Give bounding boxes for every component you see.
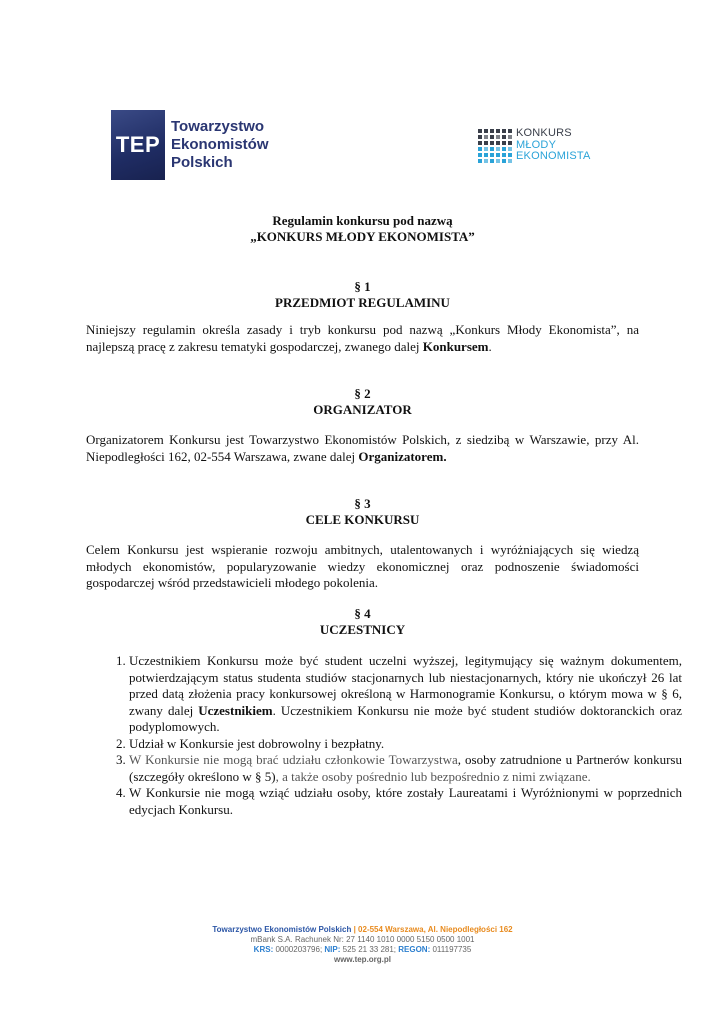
list-item-text-grey: , a także osoby pośrednio lub bezpośrednio z nimi związane.: [275, 768, 591, 784]
kme-dot: [502, 147, 506, 151]
list-item: [129, 752, 682, 785]
footer-regon: 011197735: [430, 945, 472, 954]
kme-dot: [484, 159, 488, 163]
kme-dot: [478, 147, 482, 151]
section-4-header: [0, 606, 725, 638]
kme-dot: [490, 129, 494, 133]
footer-org-line: [0, 925, 725, 935]
list-item: 4. W Konkursie nie mogą wziąć udziału osoby, które zostały Laureatami i Wyróżnionymi w poprzednich edycjach Konkursu.: [129, 785, 682, 818]
kme-dot: [508, 153, 512, 157]
document-title-line: Regulamin konkursu pod nazwą: [272, 213, 453, 228]
paragraph-text: Organizatorem Konkursu jest Towarzystwo Ekonomistów Polskich, z siedzibą w Warszawie, przy Al. Niepodległości 162, 02-554 Warszawa, zwane dalej: [86, 432, 639, 464]
kme-dot: [490, 153, 494, 157]
kme-dot: [478, 159, 482, 163]
tep-logo-name-line: Ekonomistów: [171, 136, 269, 153]
kme-dot: [490, 147, 494, 151]
list-item-text: . Uczestnikiem Konkursu nie może być student studiów doktoranckich oraz podyplomowych.: [129, 702, 682, 734]
footer-regon-label: REGON:: [398, 945, 431, 954]
kme-logo-text: [516, 128, 591, 163]
kme-dot: [496, 153, 500, 157]
kme-dot: [478, 129, 482, 133]
tep-logo-name: [171, 118, 269, 172]
kme-dot: [496, 159, 500, 163]
kme-dot: [484, 135, 488, 139]
kme-dot: [496, 135, 500, 139]
list-item-text: Uczestnikiem Konkursu może być student uczelni wyższej, legitymujący się ważnym dokumentem, potwierdzającym status studenta studiów stacjonarnych lub niestacjonarnych, który nie ukończył 26 lat przed datą złożenia pracy konkursowej określoną w Harmonogramie Konkursu, o którym mowa w § 6, zwany dalej: [129, 653, 682, 718]
kme-dot: [496, 141, 500, 145]
section-heading: ORGANIZATOR: [313, 402, 412, 417]
footer-website[interactable]: www.tep.org.pl: [333, 955, 392, 964]
kme-dot: [484, 153, 488, 157]
kme-dot: [484, 141, 488, 145]
tep-logo-name-line: Towarzystwo: [171, 118, 265, 135]
tep-logo-box: [111, 110, 165, 180]
kme-logo-line: KONKURS: [516, 127, 572, 139]
kme-dot: [478, 141, 482, 145]
footer-nip-label: NIP:: [324, 945, 341, 954]
paragraph-text: .: [488, 338, 492, 354]
section-1-header: [0, 279, 725, 311]
kme-logo-line: MŁODY: [516, 138, 557, 151]
list-item-text-grey: W Konkursie nie mogą brać udziału członkowie Towarzystwa: [129, 752, 458, 767]
kme-dot: [484, 129, 488, 133]
footer-krs: 0000203796;: [273, 945, 325, 954]
list-item-bold-term: Uczestnikiem: [198, 702, 273, 718]
paragraph-bold-term: Organizatorem.: [358, 448, 447, 464]
footer-address: 02-554 Warszawa, Al. Niepodległości 162: [358, 925, 513, 934]
tep-logo-name-line: Polskich: [171, 154, 233, 171]
section-2-header: [0, 386, 725, 418]
kme-logo-line: EKONOMISTA: [516, 150, 591, 162]
kme-dot: [478, 135, 482, 139]
tep-logo: [111, 110, 269, 180]
document-title: [0, 213, 725, 245]
section-3-paragraph: Celem Konkursu jest wspieranie rozwoju ambitnych, utalentowanych i wyróżniających się wiedzą młodych ekonomistów, popularyzowanie wiedzy ekonomicznej oraz podnoszenie świadomości gospodarczej wśród przedstawicieli młodego pokolenia.: [86, 542, 639, 590]
tep-logo-abbr: TEP: [115, 132, 161, 157]
footer-bank: mBank S.A. Rachunek Nr: 27 1140 1010 0000 5150 0500 1001: [250, 935, 475, 944]
kme-dot: [478, 153, 482, 157]
section-heading: PRZEDMIOT REGULAMINU: [275, 295, 450, 310]
kme-dot: [490, 141, 494, 145]
section-2-paragraph: [86, 432, 639, 465]
kme-dot: [496, 129, 500, 133]
kme-dot: [508, 129, 512, 133]
list-item: [129, 653, 682, 736]
footer-separator: |: [351, 925, 359, 934]
kme-dot: [508, 141, 512, 145]
paragraph-text: Niniejszy regulamin określa zasady i tryb konkursu pod nazwą „Konkurs Młody Ekonomista”, na najlepszą pracę z zakresu tematyki gospodarczej, zwanego dalej: [86, 322, 639, 354]
page-footer: [0, 925, 725, 965]
kme-dot: [502, 135, 506, 139]
kme-dot: [508, 135, 512, 139]
kme-dot: [502, 141, 506, 145]
section-number: § 2: [354, 386, 371, 401]
section-number: § 1: [354, 279, 371, 294]
kme-dot: [490, 135, 494, 139]
section-1-paragraph: [86, 322, 639, 355]
kme-dot: [508, 159, 512, 163]
list-item: 2. Udział w Konkursie jest dobrowolny i bezpłatny.: [129, 736, 682, 753]
section-number: § 4: [354, 606, 371, 621]
footer-nip: 525 21 33 281;: [340, 945, 399, 954]
section-heading: UCZESTNICY: [319, 622, 406, 637]
document-title-line: „KONKURS MŁODY EKONOMISTA”: [250, 229, 475, 244]
paragraph-bold-term: Konkursem: [422, 338, 489, 354]
footer-krs-label: KRS:: [253, 945, 274, 954]
kme-dot: [502, 153, 506, 157]
section-3-header: [0, 496, 725, 528]
kme-dot: [496, 147, 500, 151]
kme-dot: [502, 129, 506, 133]
kme-dot: [502, 159, 506, 163]
kme-dot: [508, 147, 512, 151]
section-number: § 3: [354, 496, 371, 511]
footer-org-name: Towarzystwo Ekonomistów Polskich: [212, 925, 352, 934]
section-heading: CELE KONKURSU: [305, 512, 420, 527]
kme-dots-icon: [478, 129, 512, 163]
kme-dot: [490, 159, 494, 163]
participants-list: [86, 653, 682, 818]
kme-logo: [478, 128, 608, 164]
list-item-text: , osoby zatrudnione u Partnerów konkursu (szczegóły określono w § 5): [129, 752, 682, 784]
footer-registry-line: [0, 945, 725, 955]
kme-dot: [484, 147, 488, 151]
